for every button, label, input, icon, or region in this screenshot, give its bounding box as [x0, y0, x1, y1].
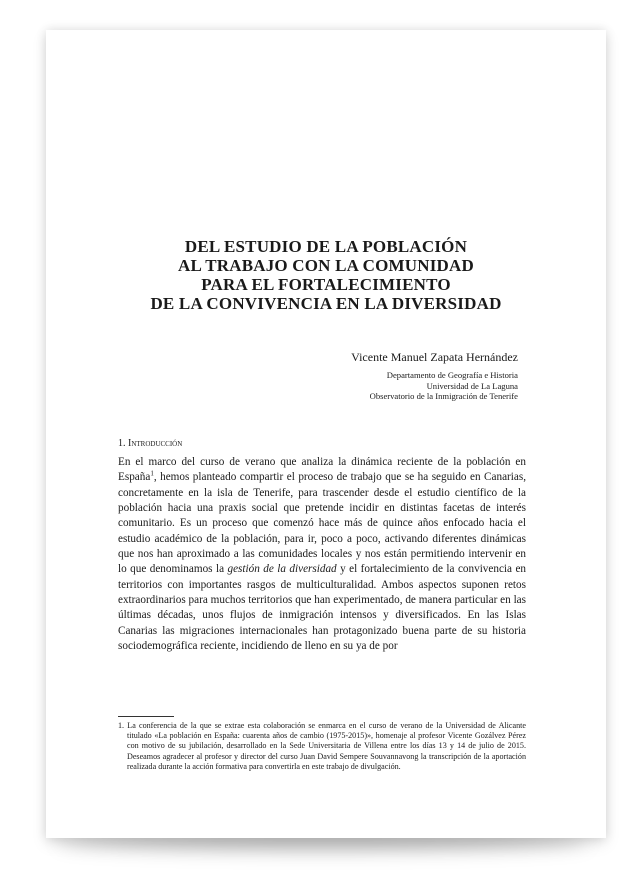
document-title [46, 237, 606, 313]
body-text-part-1: En el marco del curso de verano que analiza la dinámica reciente de la población en España [118, 456, 526, 484]
body-text-part-3: y el fortalecimiento de la convivencia en territorios con importantes rasgos de multiculturalidad. Ambos aspectos suponen retos extraordinarios para muchos territorios que han experimentado, de manera particular en las últimas décadas, unos flujos de inmigración intensos y diversificados. En las Islas Canarias las migraciones internacionales han protagonizado buena parte de su historia sociodemográfica reciente, incidiendo de lleno en su ya de por [118, 563, 527, 653]
title-line-2: AL TRABAJO CON LA COMUNIDAD [177, 256, 474, 275]
body-text-part-2: , hemos planteado compartir el proceso de trabajo que se ha seguido en Canarias, concretamente en la isla de Tenerife, para trascender desde el estudio científico de la población hacia una praxis social que pretende incidir en distintas facetas de interés comunitario. Es un proceso que comenzó hace más de quince años enfocado hacia el estudio académico de la población, para ir, poco a poco, activando diferentes dinámicas que nos han aproximado a las comunidades locales y nos están permitiendo intervenir en lo que denominamos la [118, 471, 526, 576]
author-university: Universidad de La Laguna [426, 380, 518, 391]
section-number: 1. [118, 438, 126, 449]
body-emphasis: gestión de la diversidad [227, 563, 337, 576]
section-heading [118, 438, 182, 450]
section-title: Introducción [128, 438, 183, 449]
footnote-1: 1. La conferencia de la que se extrae esta colaboración se enmarca en el curso de verano de la Universidad de Alicante titulado «La población en España: cuarenta años de cambio (1975-2015)», homenaje al profesor Vicente Gozálvez Pérez con motivo de su jubilación, desarrollado en la Sede Universitaria de Villena entre los días 13 y 14 de julio de 2015. Deseamos agradecer al profesor y director del curso Juan David Sempere Souvannavong la transcripción de la aportación realizada durante la acción formativa para convertirla en este trabajo de divulgación. [118, 721, 526, 771]
author-name: Vicente Manuel Zapata Hernández [351, 350, 518, 364]
document-page [46, 30, 606, 838]
author-department: Departamento de Geografía e Historia [386, 370, 518, 380]
footnote-reference[interactable]: 1 [150, 469, 154, 478]
author-block [351, 350, 518, 402]
author-observatory: Observatorio de la Inmigración de Tenerife [369, 391, 518, 401]
title-line-4: DE LA CONVIVENCIA EN LA DIVERSIDAD [150, 294, 502, 313]
title-line-3: PARA EL FORTALECIMIENTO [201, 275, 451, 294]
body-paragraph [118, 455, 526, 654]
footnote-divider [118, 716, 174, 717]
title-line-1: DEL ESTUDIO DE LA POBLACIÓN [184, 237, 468, 256]
